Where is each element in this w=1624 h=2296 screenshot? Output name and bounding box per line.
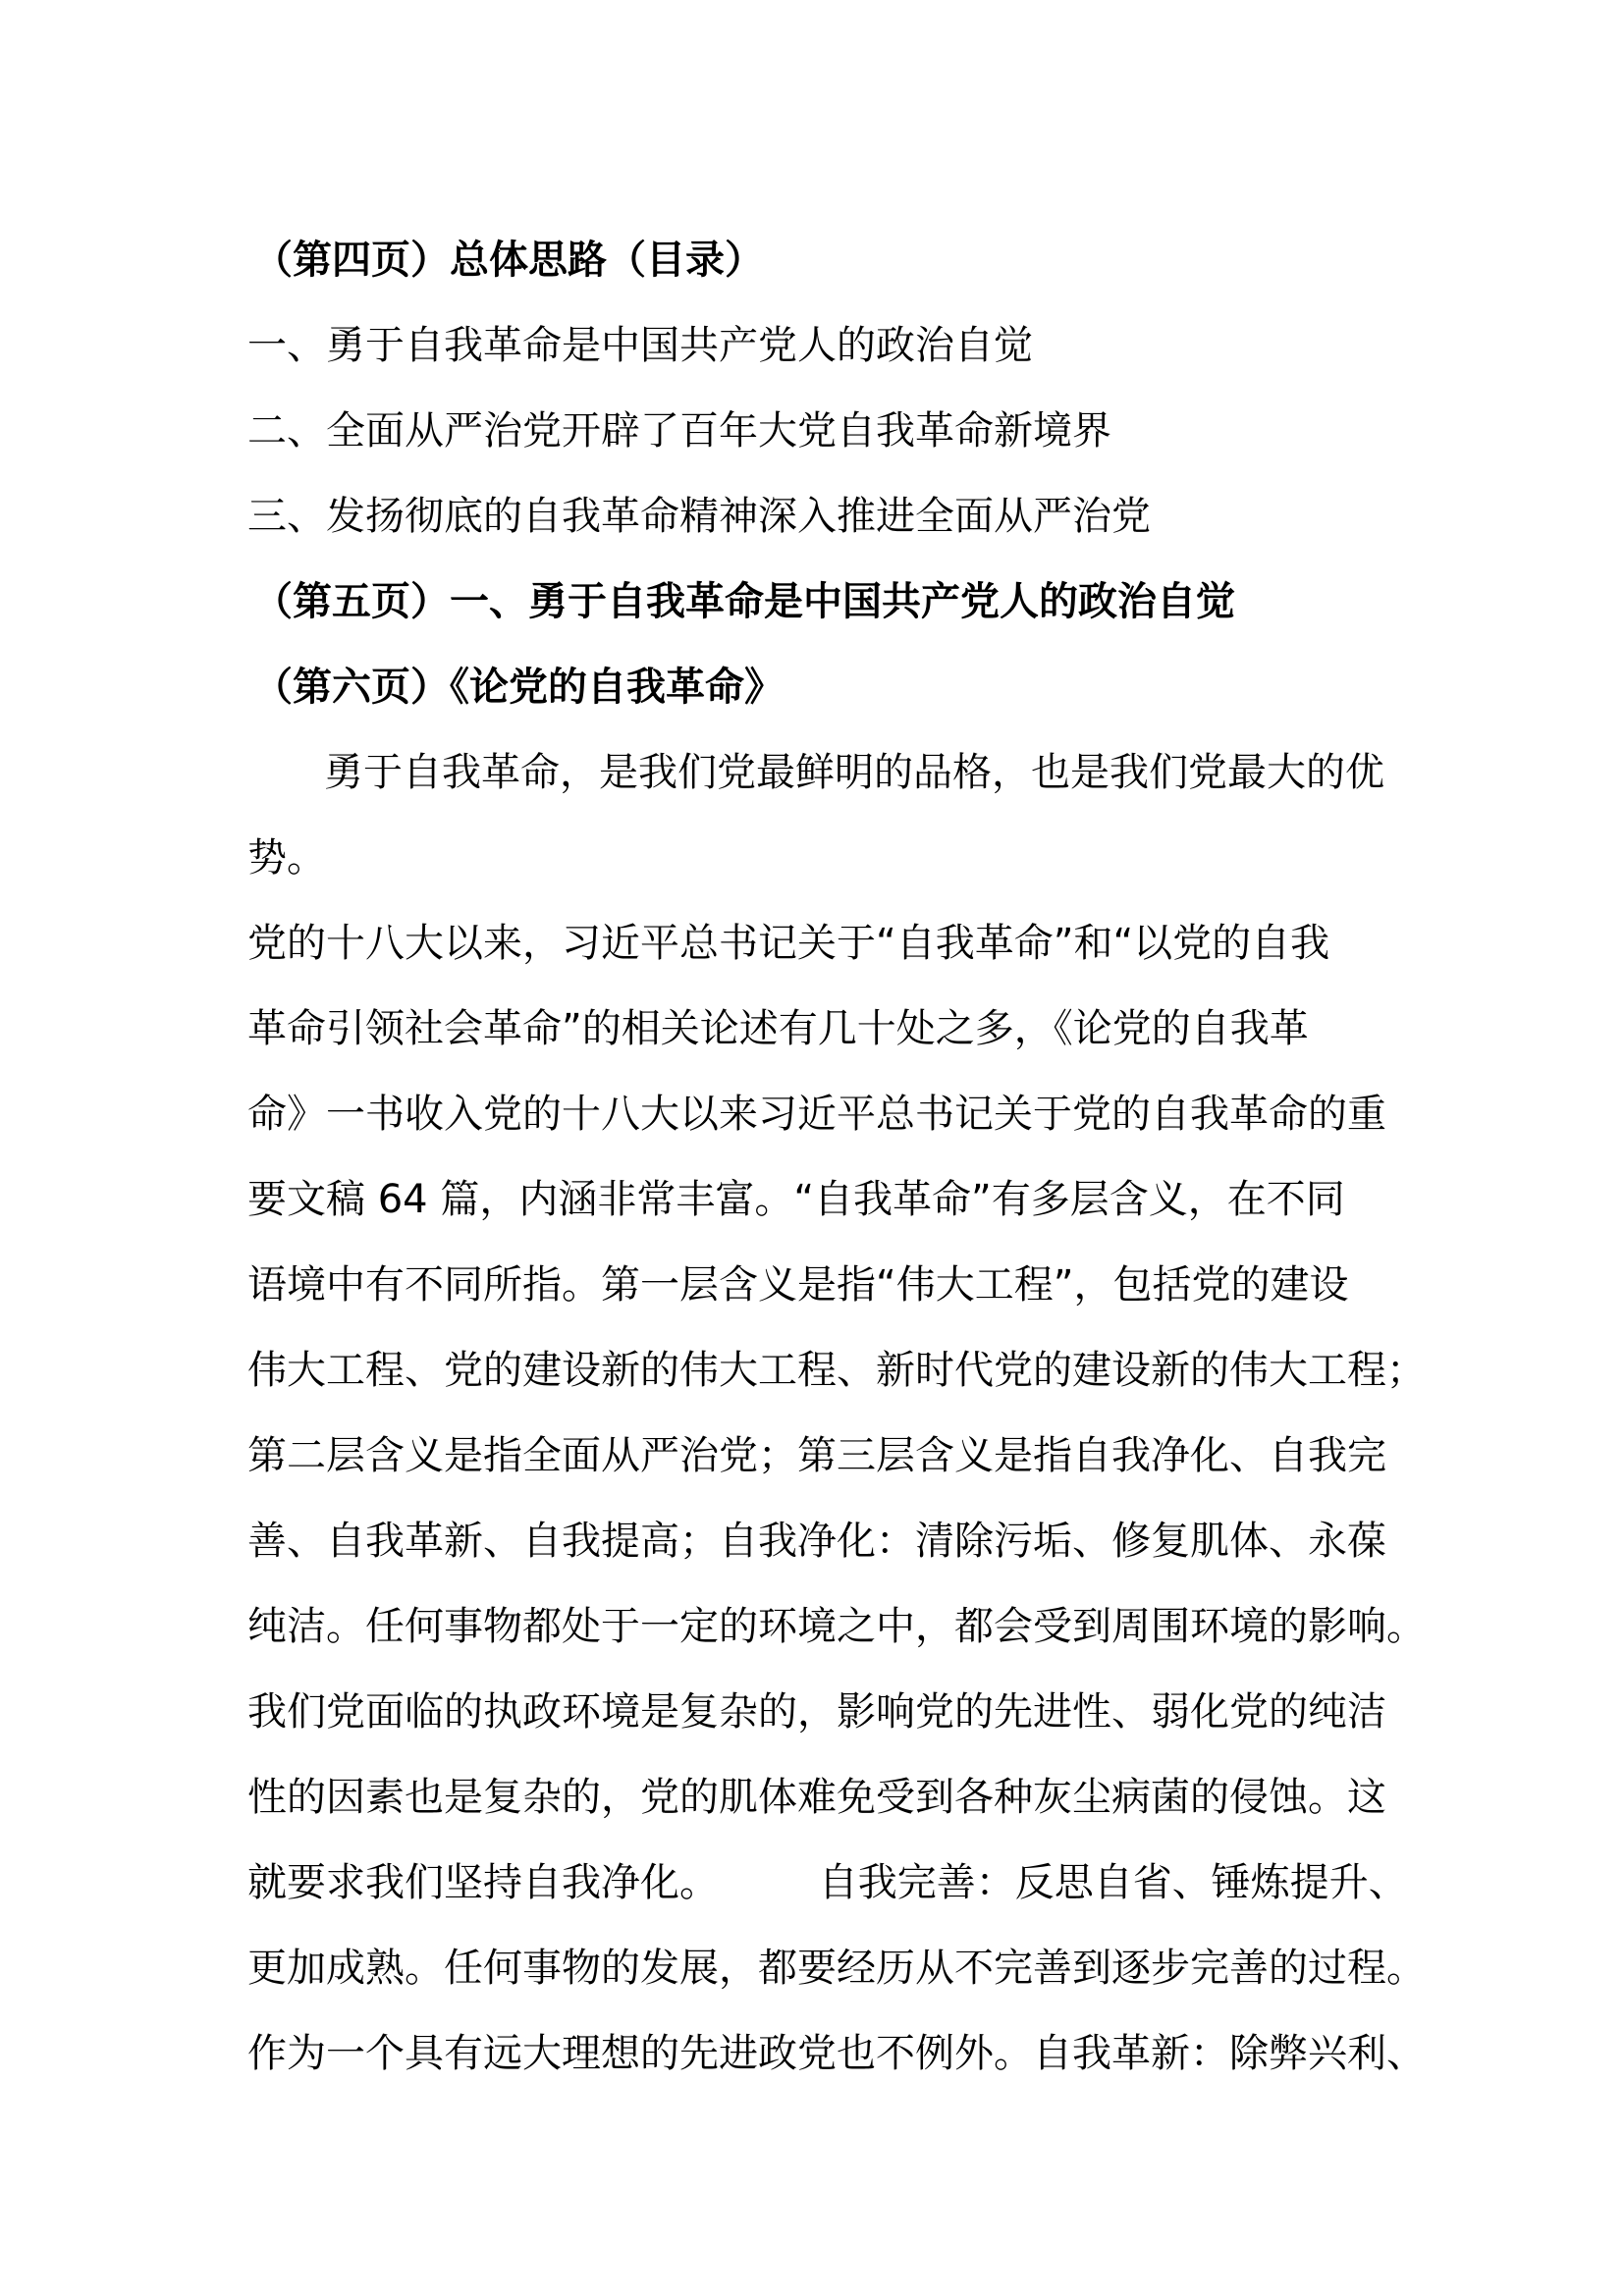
paragraph-line: 善、自我革新、自我提高；自我净化：清除污垢、修复肌体、永葆 (247, 1519, 1386, 1564)
paragraph-line: 伟大工程、党的建设新的伟大工程、新时代党的建设新的伟大工程； (247, 1348, 1426, 1393)
toc-item: 一、勇于自我革命是中国共产党人的政治自觉 (247, 323, 1033, 368)
paragraph-line: 党的十八大以来，习近平总书记关于“自我革命”和“以党的自我 (247, 921, 1330, 966)
paragraph-line: 纯洁。任何事物都处于一定的环境之中，都会受到周围环境的影响。 (247, 1604, 1426, 1649)
paragraph-line: 更加成熟。任何事物的发展，都要经历从不完善到逐步完善的过程。 (247, 1946, 1426, 1991)
paragraph-line: 第二层含义是指全面从严治党；第三层含义是指自我净化、自我完 (247, 1433, 1386, 1478)
paragraph-line: 性的因素也是复杂的，党的肌体难免受到各种灰尘病菌的侵蚀。这 (247, 1775, 1386, 1820)
heading-page-5: （第五页）一、勇于自我革命是中国共产党人的政治自觉 (253, 579, 1235, 624)
paragraph-line: 势。 (247, 835, 326, 881)
toc-item: 三、发扬彻底的自我革命精神深入推进全面从严治党 (247, 494, 1151, 539)
document-body (247, 218, 1475, 2097)
paragraph-line: 语境中有不同所指。第一层含义是指“伟大工程”，包括党的建设 (247, 1262, 1349, 1308)
toc-item: 二、全面从严治党开辟了百年大党自我革命新境界 (247, 408, 1111, 454)
paragraph-line: 我们党面临的执政环境是复杂的，影响党的先进性、弱化党的纯洁 (247, 1689, 1386, 1735)
paragraph-line: 要文稿 64 篇，内涵非常丰富。“自我革命”有多层含义，在不同 (247, 1177, 1345, 1222)
paragraph-line: 革命引领社会革命”的相关论述有几十处之多，《论党的自我革 (247, 1006, 1309, 1051)
paragraph-line: 命》一书收入党的十八大以来习近平总书记关于党的自我革命的重 (247, 1092, 1386, 1137)
paragraph-line: 勇于自我革命，是我们党最鲜明的品格，也是我们党最大的优 (324, 750, 1384, 795)
paragraph-line: 作为一个具有远大理想的先进政党也不例外。自我革新：除弊兴利、 (247, 2031, 1426, 2076)
paragraph-line: 就要求我们坚持自我净化。 自我完善：反思自省、锤炼提升、 (247, 1860, 1408, 1905)
heading-page-6: （第六页）《论党的自我革命》 (253, 665, 784, 710)
heading-page-4: （第四页）总体思路（目录） (253, 238, 764, 283)
